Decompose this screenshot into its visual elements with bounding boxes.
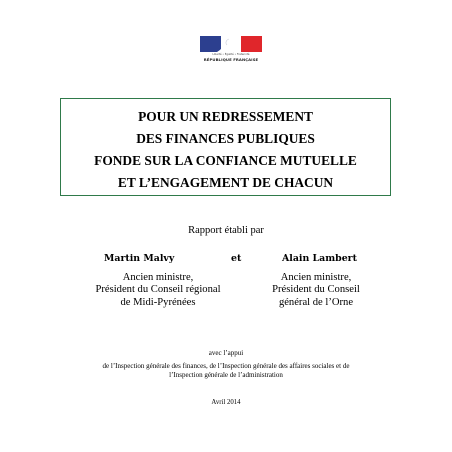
- author-right-role-line-1: Ancien ministre,: [280, 272, 352, 283]
- flag-red-band: [241, 36, 262, 52]
- author-left-role-line-3: de Midi-Pyrénées: [120, 296, 196, 308]
- rapport-etabli-par: Rapport établi par: [188, 225, 264, 236]
- title-line-4: ET L’ENGAGEMENT DE CHACUN: [117, 175, 334, 190]
- marianne-profile-icon: [214, 36, 240, 52]
- support-inspections: [40, 362, 412, 380]
- author-right-name: Alain Lambert: [282, 253, 357, 264]
- report-title-box: [60, 98, 391, 196]
- title-line-1: POUR UN REDRESSEMENT: [138, 109, 313, 124]
- support-line-1: de l’Inspection générale des finances, de l’Inspection générale des affaires sociales et de: [102, 362, 350, 370]
- logo-motto: Liberté • Égalité • Fraternité: [212, 53, 250, 56]
- support-line-2: l’Inspection générale de l’administration: [169, 371, 283, 379]
- author-left-role-line-2: Président du Conseil régional: [95, 284, 221, 296]
- logo-name: RÉPUBLIQUE FRANÇAISE: [203, 57, 259, 62]
- report-date: Avril 2014: [211, 399, 241, 406]
- title-line-2: DES FINANCES PUBLIQUES: [136, 131, 315, 146]
- author-left-name: Martin Malvy: [104, 253, 175, 264]
- author-left-role: [88, 272, 228, 309]
- author-left-role-line-1: Ancien ministre,: [122, 272, 194, 283]
- title-line-3: FONDE SUR LA CONFIANCE MUTUELLE: [94, 153, 357, 168]
- republique-francaise-logo: [200, 36, 262, 66]
- tricolor-flag-icon: [200, 36, 262, 52]
- author-right-role: [256, 272, 376, 309]
- author-right-role-line-3: général de l’Orne: [278, 296, 354, 308]
- support-intro: avec l’appui: [208, 349, 244, 357]
- author-conjunction: et: [231, 253, 242, 264]
- author-right-role-line-2: Président du Conseil: [272, 284, 360, 296]
